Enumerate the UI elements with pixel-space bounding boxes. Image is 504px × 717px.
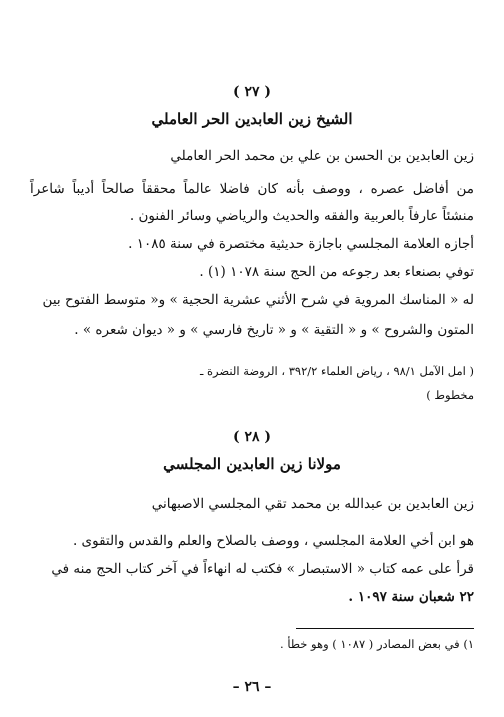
entry-27-full-name: زين العابدين بن الحسن بن علي بن محمد الحر العاملي	[170, 148, 474, 164]
entry-28-line-3: ٢٢ شعبان سنة ١٠٩٧ .	[348, 589, 474, 605]
entry-27-number: ( ٢٧ )	[232, 84, 272, 100]
entry-27-line-4: توفي بصنعاء بعد رجوعه من الحج سنة ١٠٧٨ (١) .	[199, 264, 474, 280]
entry-27-line-3: أجازه العلامة المجلسي باجازة حديثية مختصرة في سنة ١٠٨٥ .	[128, 236, 474, 252]
entry-27-sources-line-1: ( امل الآمل ٩٨/١ ، رياض العلماء ٣٩٢/٢ ، الروضة النضرة ـ	[200, 364, 474, 378]
entry-28-full-name: زين العابدين بن عبدالله بن محمد تقي المجلسي الاصبهاني	[151, 496, 474, 512]
footnote: ١) في بعض المصادر ( ١٠٨٧ ) وهو خطأ .	[280, 637, 474, 651]
entry-27-title: الشيخ زين العابدين الحر العاملي	[151, 110, 353, 128]
entry-28-title: مولانا زين العابدين المجلسي	[163, 455, 341, 473]
entry-27-sources-line-2: مخطوط )	[426, 388, 474, 402]
entry-27-line-1: من أفاضل عصره ، ووصف بأنه كان فاضلا عالماً محققاً صالحاً أديباً شاعراً	[30, 181, 474, 197]
entry-28-number: ( ٢٨ )	[232, 429, 272, 445]
entry-28-line-2: قرأ على عمه كتاب « الاستبصار » فكتب له انهاءاً في آخر كتاب الحج منه في	[51, 561, 474, 577]
page-number: – ٢٦ –	[232, 679, 272, 695]
entry-27-line-6: المتون والشروح » و « التقية » و « تاريخ فارسي » و « ديوان شعره » .	[74, 322, 474, 338]
entry-28-line-1: هو ابن أخي العلامة المجلسي ، ووصف بالصلاح والعلم والقدس والتقوى .	[72, 533, 474, 549]
entry-27-line-2: منشئاً عارفاً بالعربية والفقه والحديث والرياضي وسائر الفنون .	[129, 208, 474, 224]
footnote-rule	[296, 628, 474, 629]
entry-27-line-5: له « المناسك المروية في شرح الأثني عشرية الحجية » و« متوسط الفتوح بين	[42, 292, 474, 308]
